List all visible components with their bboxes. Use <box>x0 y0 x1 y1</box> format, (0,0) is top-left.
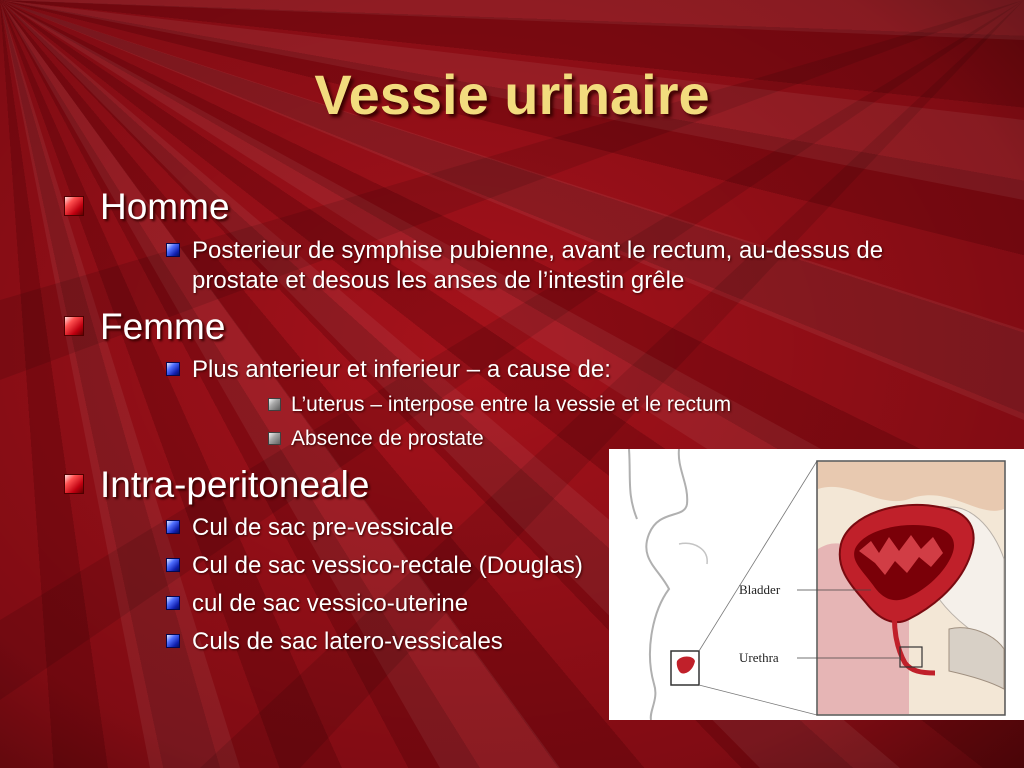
sub-sub-bullet-text: Absence de prostate <box>291 427 484 450</box>
sub-sub-bullet-text: L’uterus – interpose entre la vessie et le rectum <box>291 393 732 416</box>
bladder-label: Bladder <box>739 582 781 597</box>
gray-square-bullet-icon <box>268 398 281 411</box>
bullet-label: Intra-peritoneale <box>100 464 370 505</box>
blue-square-bullet-icon <box>166 634 180 648</box>
blue-square-bullet-icon <box>166 362 180 376</box>
sub-bullet <box>166 236 926 296</box>
sub-sub-bullet <box>268 427 484 451</box>
anatomy-illustration <box>609 449 1024 720</box>
urethra-label: Urethra <box>739 650 779 665</box>
sub-bullet <box>166 355 611 385</box>
sub-bullet-text: Cul de sac pre-vessicale <box>192 514 454 541</box>
blue-square-bullet-icon <box>166 596 180 610</box>
bullet-femme <box>64 306 225 348</box>
sub-bullet-text: Posterieur de symphise pubienne, avant le rectum, au-dessus de prostate et desous les anses de l’intestin grêle <box>192 237 884 294</box>
blue-square-bullet-icon <box>166 558 180 572</box>
red-square-bullet-icon <box>64 316 84 336</box>
bullet-intra-peritoneale <box>64 464 369 506</box>
bullet-label: Homme <box>100 186 230 227</box>
blue-square-bullet-icon <box>166 243 180 257</box>
slide-title: Vessie urinaire <box>314 63 710 126</box>
bullet-label: Femme <box>100 306 226 347</box>
gray-square-bullet-icon <box>268 432 281 445</box>
bullet-homme <box>64 186 230 228</box>
sub-bullet-text: Culs de sac latero-vessicales <box>192 628 503 655</box>
sub-bullet <box>166 551 583 581</box>
sub-bullet <box>166 589 468 619</box>
sub-bullet-text: Cul de sac vessico-rectale (Douglas) <box>192 552 583 579</box>
red-square-bullet-icon <box>64 474 84 494</box>
sub-sub-bullet <box>268 393 731 417</box>
red-square-bullet-icon <box>64 196 84 216</box>
blue-square-bullet-icon <box>166 520 180 534</box>
bladder-anatomy-figure <box>609 449 1024 720</box>
sub-bullet <box>166 627 503 657</box>
sub-bullet <box>166 513 453 543</box>
sub-bullet-text: cul de sac vessico-uterine <box>192 590 469 617</box>
sub-bullet-text: Plus anterieur et inferieur – a cause de: <box>192 356 611 383</box>
